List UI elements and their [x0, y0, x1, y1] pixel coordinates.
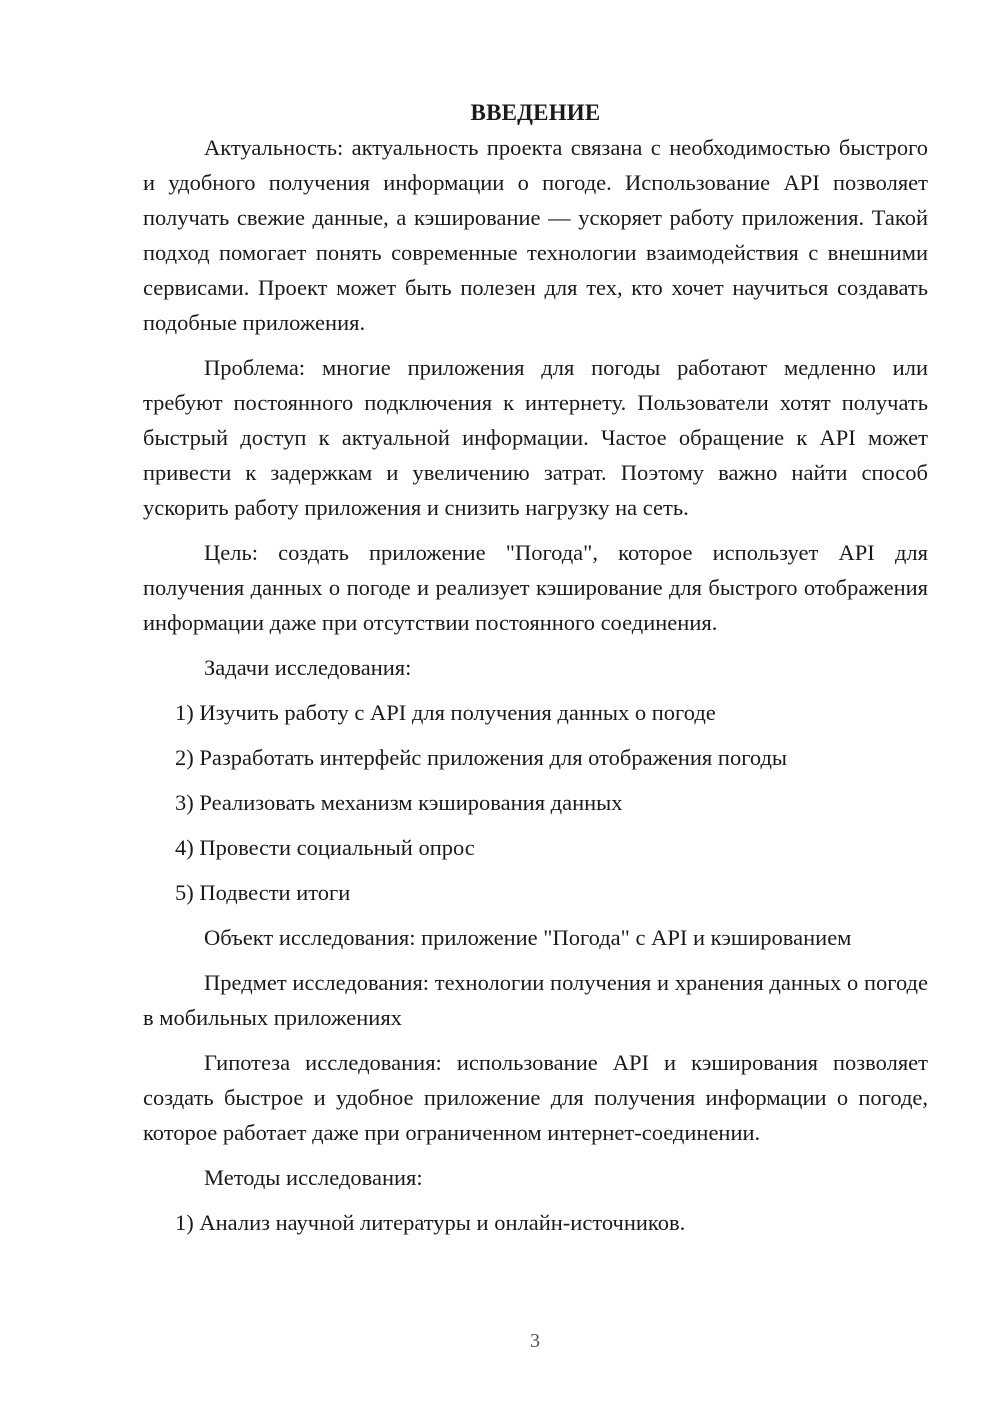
page-content: [143, 95, 928, 1250]
task-item: 5) Подвести итоги: [175, 880, 351, 905]
goal-paragraph: Цель: создать приложение "Погода", которое использует API для получения данных о погоде и реализует кэширование для быстрого отображения информации даже при отсутствии постоянного соединения.: [143, 540, 928, 635]
hypothesis-paragraph: Гипотеза исследования: использование API и кэширования позволяет создать быстрое и удобное приложение для получения информации о погоде, которое работает даже при ограниченном интернет-соединении.: [143, 1050, 928, 1145]
page-number: 3: [530, 1330, 540, 1352]
problem-paragraph: Проблема: многие приложения для погоды работают медленно или требуют постоянного подключения к интернету. Пользователи хотят получать быстрый доступ к актуальной информации. Частое обращение к API может привести к задержкам и увеличению затрат. Поэтому важно найти способ ускорить работу приложения и снизить нагрузку на сеть.: [143, 355, 928, 520]
tasks-title: Задачи исследования:: [204, 655, 412, 680]
object-paragraph: Объект исследования: приложение "Погода" с API и кэшированием: [204, 925, 852, 950]
section-heading: ВВЕДЕНИЕ: [470, 100, 601, 125]
task-item: 3) Реализовать механизм кэширования данных: [175, 790, 623, 815]
task-item: 4) Провести социальный опрос: [175, 835, 475, 860]
relevance-paragraph: Актуальность: актуальность проекта связана с необходимостью быстрого и удобного получения информации о погоде. Использование API позволяет получать свежие данные, а кэширование — ускоряет работу приложения. Такой подход помогает понять современные технологии взаимодействия с внешними сервисами. Проект может быть полезен для тех, кто хочет научиться создавать подобные приложения.: [143, 135, 928, 335]
method-item: 1) Анализ научной литературы и онлайн-источников.: [175, 1210, 686, 1235]
subject-paragraph: Предмет исследования: технологии получения и хранения данных о погоде в мобильных приложениях: [143, 970, 928, 1030]
task-item: 1) Изучить работу с API для получения данных о погоде: [175, 700, 716, 725]
methods-title: Методы исследования:: [204, 1165, 423, 1190]
task-item: 2) Разработать интерфейс приложения для отображения погоды: [175, 745, 788, 770]
